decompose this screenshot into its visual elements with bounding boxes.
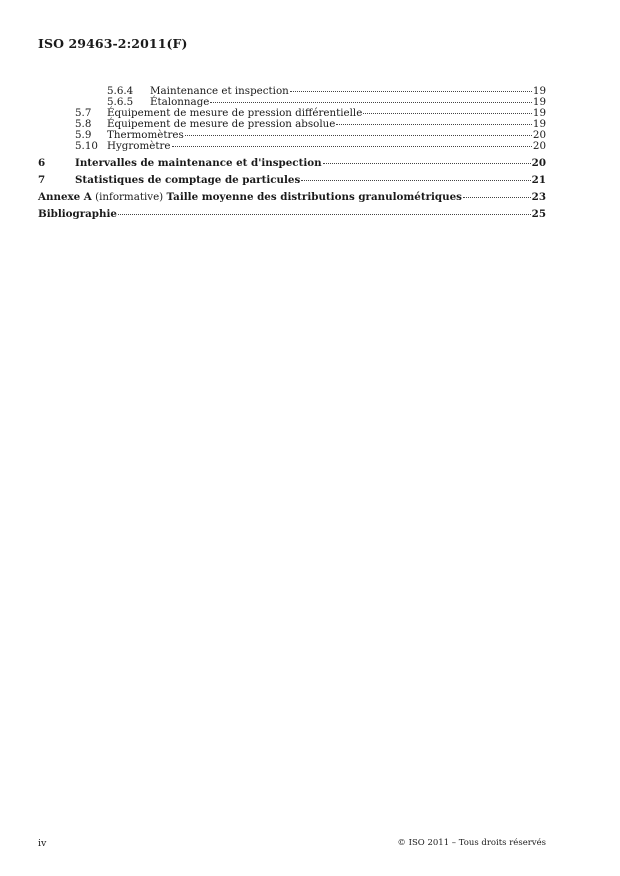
- toc-leader: [323, 163, 531, 164]
- toc-leader: [290, 91, 532, 92]
- toc-leader: [172, 146, 532, 147]
- toc-entry-title: Équipement de mesure de pression absolue: [107, 118, 336, 130]
- toc-entry-title: Statistiques de comptage de particules: [75, 174, 301, 186]
- toc-entry-page: 19: [532, 96, 546, 108]
- annex-title: Taille moyenne des distributions granulométriques: [166, 191, 462, 203]
- toc-annex-title-group: [38, 192, 462, 203]
- annex-type: (informative): [95, 191, 164, 203]
- toc-entry-title: Maintenance et inspection: [150, 85, 289, 97]
- toc-entry-number: 5.6.5: [107, 96, 134, 108]
- toc-entry-page: 19: [532, 118, 546, 130]
- toc-entry-page: 20: [531, 157, 546, 169]
- toc-leader: [463, 197, 531, 198]
- toc-entry-page: 20: [532, 140, 546, 152]
- footer-page-number: iv: [38, 838, 47, 849]
- toc-entry-number: 5.9: [75, 129, 92, 141]
- toc-bibliography-entry[interactable]: [38, 209, 546, 220]
- toc-entry-number: 5.10: [75, 140, 98, 152]
- toc-entry-title: Équipement de mesure de pression différentielle: [107, 107, 363, 119]
- toc-leader: [210, 102, 532, 103]
- toc-entry-title: Thermomètres: [107, 129, 184, 141]
- toc-entry-number: 6: [38, 157, 46, 169]
- toc-leader: [363, 113, 532, 114]
- toc-leader: [301, 180, 530, 181]
- toc-entry-page: 20: [532, 129, 546, 141]
- toc-leader: [185, 135, 532, 136]
- annex-label: Annexe A: [38, 191, 92, 203]
- toc-entry-page: 23: [531, 191, 546, 203]
- toc-leader: [336, 124, 531, 125]
- toc-entry-page: 19: [532, 107, 546, 119]
- toc-entry[interactable]: [38, 141, 546, 152]
- table-of-contents: [38, 86, 546, 220]
- toc-entry-title: Intervalles de maintenance et d'inspection: [75, 157, 322, 169]
- document-header: ISO 29463-2:2011(F): [38, 36, 188, 51]
- toc-entry-number: 5.6.4: [107, 85, 134, 97]
- toc-entry-title: Hygromètre: [107, 140, 171, 152]
- toc-entry-page: 19: [532, 85, 546, 97]
- toc-leader: [118, 214, 531, 215]
- toc-entry[interactable]: [38, 158, 546, 169]
- toc-entry-number: 7: [38, 174, 46, 186]
- toc-entry-number: 5.8: [75, 118, 92, 130]
- toc-entry[interactable]: [38, 175, 546, 186]
- toc-entry-page: 25: [531, 208, 546, 220]
- toc-entry-number: 5.7: [75, 107, 92, 119]
- toc-entry-title: Bibliographie: [38, 208, 117, 220]
- footer-copyright: © ISO 2011 – Tous droits réservés: [397, 838, 546, 848]
- toc-entry-title: Étalonnage: [150, 96, 210, 108]
- toc-entry-page: 21: [531, 174, 546, 186]
- toc-annex-entry[interactable]: [38, 192, 546, 203]
